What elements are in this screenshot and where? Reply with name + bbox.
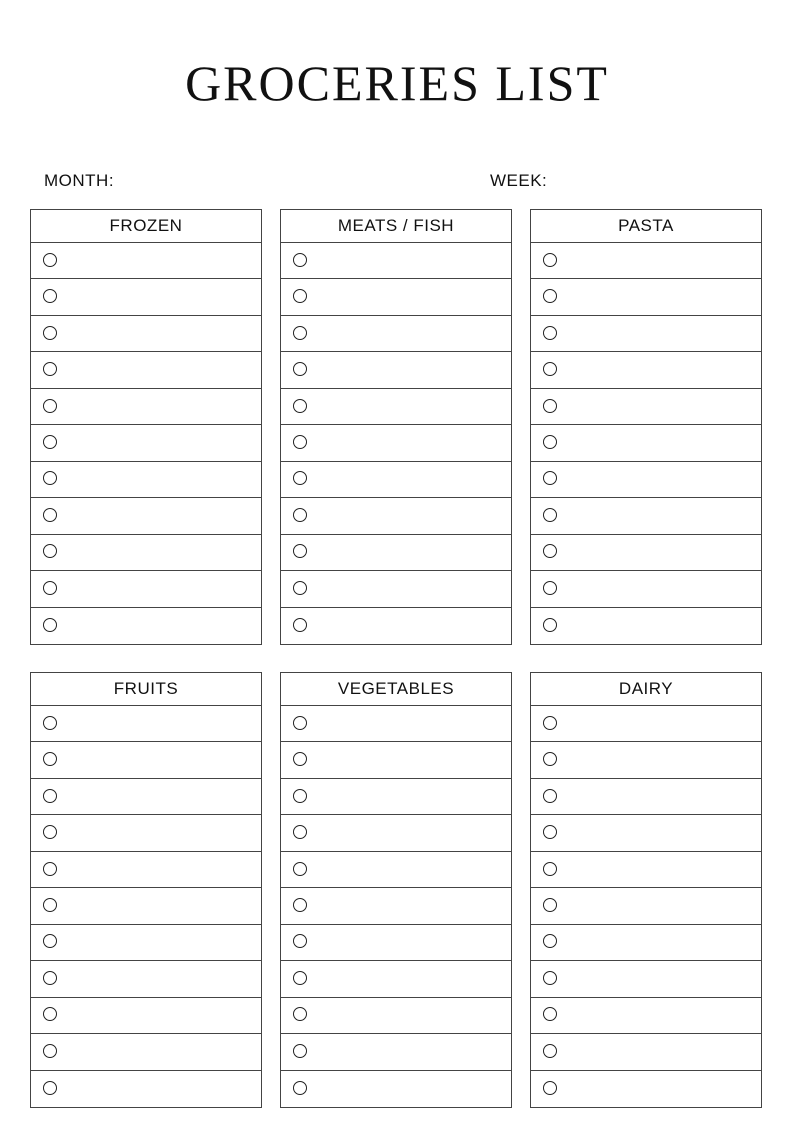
list-item[interactable] bbox=[281, 1071, 511, 1107]
checkbox-circle-icon[interactable] bbox=[43, 825, 57, 839]
checkbox-circle-icon[interactable] bbox=[43, 971, 57, 985]
checkbox-circle-icon[interactable] bbox=[543, 326, 557, 340]
list-item[interactable] bbox=[281, 535, 511, 571]
month-label: MONTH: bbox=[44, 171, 115, 190]
list-item[interactable] bbox=[31, 352, 261, 388]
checkbox-circle-icon[interactable] bbox=[293, 1044, 307, 1058]
section-header: VEGETABLES bbox=[281, 673, 511, 706]
checkbox-circle-icon[interactable] bbox=[293, 581, 307, 595]
list-item[interactable] bbox=[281, 608, 511, 644]
list-item[interactable] bbox=[281, 316, 511, 352]
checkbox-circle-icon[interactable] bbox=[43, 362, 57, 376]
list-item[interactable] bbox=[531, 706, 761, 742]
checkbox-circle-icon[interactable] bbox=[543, 898, 557, 912]
section-header: PASTA bbox=[531, 210, 761, 243]
list-item[interactable] bbox=[531, 742, 761, 778]
checkbox-circle-icon[interactable] bbox=[43, 934, 57, 948]
checkbox-circle-icon[interactable] bbox=[293, 862, 307, 876]
list-item[interactable] bbox=[281, 279, 511, 315]
checkbox-circle-icon[interactable] bbox=[293, 971, 307, 985]
checkbox-circle-icon[interactable] bbox=[43, 471, 57, 485]
checkbox-circle-icon[interactable] bbox=[293, 508, 307, 522]
checkbox-circle-icon[interactable] bbox=[293, 789, 307, 803]
list-item[interactable] bbox=[31, 815, 261, 851]
checkbox-circle-icon[interactable] bbox=[293, 716, 307, 730]
checkbox-circle-icon[interactable] bbox=[43, 544, 57, 558]
checkbox-circle-icon[interactable] bbox=[543, 471, 557, 485]
checkbox-circle-icon[interactable] bbox=[293, 435, 307, 449]
checkbox-circle-icon[interactable] bbox=[543, 581, 557, 595]
checkbox-circle-icon[interactable] bbox=[43, 289, 57, 303]
checkbox-circle-icon[interactable] bbox=[293, 326, 307, 340]
list-item[interactable] bbox=[531, 352, 761, 388]
list-item[interactable] bbox=[281, 888, 511, 924]
list-item[interactable] bbox=[31, 462, 261, 498]
list-item[interactable] bbox=[31, 1034, 261, 1070]
list-item[interactable] bbox=[281, 1034, 511, 1070]
list-item[interactable] bbox=[531, 779, 761, 815]
list-item[interactable] bbox=[31, 888, 261, 924]
list-item[interactable] bbox=[531, 998, 761, 1034]
checkbox-circle-icon[interactable] bbox=[543, 716, 557, 730]
checkbox-circle-icon[interactable] bbox=[43, 326, 57, 340]
checkbox-circle-icon[interactable] bbox=[293, 825, 307, 839]
checkbox-circle-icon[interactable] bbox=[543, 752, 557, 766]
checkbox-circle-icon[interactable] bbox=[293, 399, 307, 413]
list-item[interactable] bbox=[531, 389, 761, 425]
section-dairy bbox=[530, 672, 762, 1108]
list-item[interactable] bbox=[531, 961, 761, 997]
checkbox-circle-icon[interactable] bbox=[293, 898, 307, 912]
checkbox-circle-icon[interactable] bbox=[293, 289, 307, 303]
list-item[interactable] bbox=[531, 316, 761, 352]
checkbox-circle-icon[interactable] bbox=[293, 752, 307, 766]
list-item[interactable] bbox=[31, 279, 261, 315]
list-item[interactable] bbox=[281, 425, 511, 461]
section-fruits bbox=[30, 672, 262, 1108]
checkbox-circle-icon[interactable] bbox=[293, 1081, 307, 1095]
list-item[interactable] bbox=[281, 925, 511, 961]
list-item[interactable] bbox=[31, 961, 261, 997]
list-item[interactable] bbox=[531, 925, 761, 961]
checkbox-circle-icon[interactable] bbox=[543, 544, 557, 558]
checkbox-circle-icon[interactable] bbox=[43, 581, 57, 595]
list-item[interactable] bbox=[531, 1034, 761, 1070]
checkbox-circle-icon[interactable] bbox=[293, 618, 307, 632]
section-vegetables bbox=[280, 672, 512, 1108]
list-item[interactable] bbox=[31, 535, 261, 571]
list-item[interactable] bbox=[31, 1071, 261, 1107]
list-item[interactable] bbox=[531, 608, 761, 644]
list-item[interactable] bbox=[531, 425, 761, 461]
list-item[interactable] bbox=[31, 608, 261, 644]
checkbox-circle-icon[interactable] bbox=[293, 1007, 307, 1021]
list-item[interactable] bbox=[281, 998, 511, 1034]
checkbox-circle-icon[interactable] bbox=[543, 618, 557, 632]
list-item[interactable] bbox=[281, 571, 511, 607]
checkbox-circle-icon[interactable] bbox=[43, 789, 57, 803]
checkbox-circle-icon[interactable] bbox=[293, 362, 307, 376]
checkbox-circle-icon[interactable] bbox=[543, 289, 557, 303]
checkbox-circle-icon[interactable] bbox=[293, 544, 307, 558]
list-item[interactable] bbox=[531, 815, 761, 851]
list-item[interactable] bbox=[31, 389, 261, 425]
checkbox-circle-icon[interactable] bbox=[43, 508, 57, 522]
list-item[interactable] bbox=[31, 706, 261, 742]
checkbox-circle-icon[interactable] bbox=[543, 362, 557, 376]
checkbox-circle-icon[interactable] bbox=[543, 862, 557, 876]
list-item[interactable] bbox=[31, 925, 261, 961]
section-header: FRUITS bbox=[31, 673, 261, 706]
checkbox-circle-icon[interactable] bbox=[543, 1044, 557, 1058]
section-header: FROZEN bbox=[31, 210, 261, 243]
checkbox-circle-icon[interactable] bbox=[543, 399, 557, 413]
list-item[interactable] bbox=[31, 316, 261, 352]
list-item[interactable] bbox=[531, 535, 761, 571]
list-item[interactable] bbox=[31, 998, 261, 1034]
checkbox-circle-icon[interactable] bbox=[43, 1007, 57, 1021]
checkbox-circle-icon[interactable] bbox=[543, 1007, 557, 1021]
checkbox-circle-icon[interactable] bbox=[543, 1081, 557, 1095]
list-item[interactable] bbox=[281, 961, 511, 997]
list-item[interactable] bbox=[531, 852, 761, 888]
checkbox-circle-icon[interactable] bbox=[43, 399, 57, 413]
section-meats-fish bbox=[280, 209, 512, 645]
list-item[interactable] bbox=[31, 498, 261, 534]
list-item[interactable] bbox=[531, 243, 761, 279]
checkbox-circle-icon[interactable] bbox=[543, 789, 557, 803]
list-item[interactable] bbox=[281, 779, 511, 815]
list-item[interactable] bbox=[281, 815, 511, 851]
checkbox-circle-icon[interactable] bbox=[43, 716, 57, 730]
list-item[interactable] bbox=[531, 498, 761, 534]
checkbox-circle-icon[interactable] bbox=[543, 253, 557, 267]
checkbox-circle-icon[interactable] bbox=[293, 471, 307, 485]
list-item[interactable] bbox=[281, 462, 511, 498]
checkbox-circle-icon[interactable] bbox=[43, 435, 57, 449]
checkbox-circle-icon[interactable] bbox=[43, 1081, 57, 1095]
week-label: WEEK: bbox=[490, 171, 548, 190]
list-item[interactable] bbox=[531, 1071, 761, 1107]
list-item[interactable] bbox=[281, 389, 511, 425]
checkbox-circle-icon[interactable] bbox=[543, 934, 557, 948]
section-header: DAIRY bbox=[531, 673, 761, 706]
list-item[interactable] bbox=[31, 571, 261, 607]
list-item[interactable] bbox=[531, 888, 761, 924]
list-item[interactable] bbox=[31, 852, 261, 888]
checkbox-circle-icon[interactable] bbox=[43, 898, 57, 912]
list-item[interactable] bbox=[31, 779, 261, 815]
checkbox-circle-icon[interactable] bbox=[43, 253, 57, 267]
list-item[interactable] bbox=[531, 279, 761, 315]
checkbox-circle-icon[interactable] bbox=[543, 435, 557, 449]
list-item[interactable] bbox=[531, 462, 761, 498]
list-item[interactable] bbox=[31, 425, 261, 461]
list-item[interactable] bbox=[281, 852, 511, 888]
page-title: GROCERIES LIST bbox=[185, 55, 609, 111]
list-item[interactable] bbox=[31, 742, 261, 778]
section-header: MEATS / FISH bbox=[281, 210, 511, 243]
list-item[interactable] bbox=[281, 352, 511, 388]
list-item[interactable] bbox=[281, 742, 511, 778]
list-item[interactable] bbox=[31, 243, 261, 279]
checkbox-circle-icon[interactable] bbox=[543, 825, 557, 839]
checkbox-circle-icon[interactable] bbox=[43, 618, 57, 632]
section-pasta bbox=[530, 209, 762, 645]
checkbox-circle-icon[interactable] bbox=[293, 934, 307, 948]
checkbox-circle-icon[interactable] bbox=[543, 508, 557, 522]
checkbox-circle-icon[interactable] bbox=[43, 1044, 57, 1058]
list-item[interactable] bbox=[531, 571, 761, 607]
checkbox-circle-icon[interactable] bbox=[43, 862, 57, 876]
section-frozen bbox=[30, 209, 262, 645]
list-item[interactable] bbox=[281, 498, 511, 534]
checkbox-circle-icon[interactable] bbox=[43, 752, 57, 766]
list-item[interactable] bbox=[281, 243, 511, 279]
checkbox-circle-icon[interactable] bbox=[543, 971, 557, 985]
list-item[interactable] bbox=[281, 706, 511, 742]
checkbox-circle-icon[interactable] bbox=[293, 253, 307, 267]
